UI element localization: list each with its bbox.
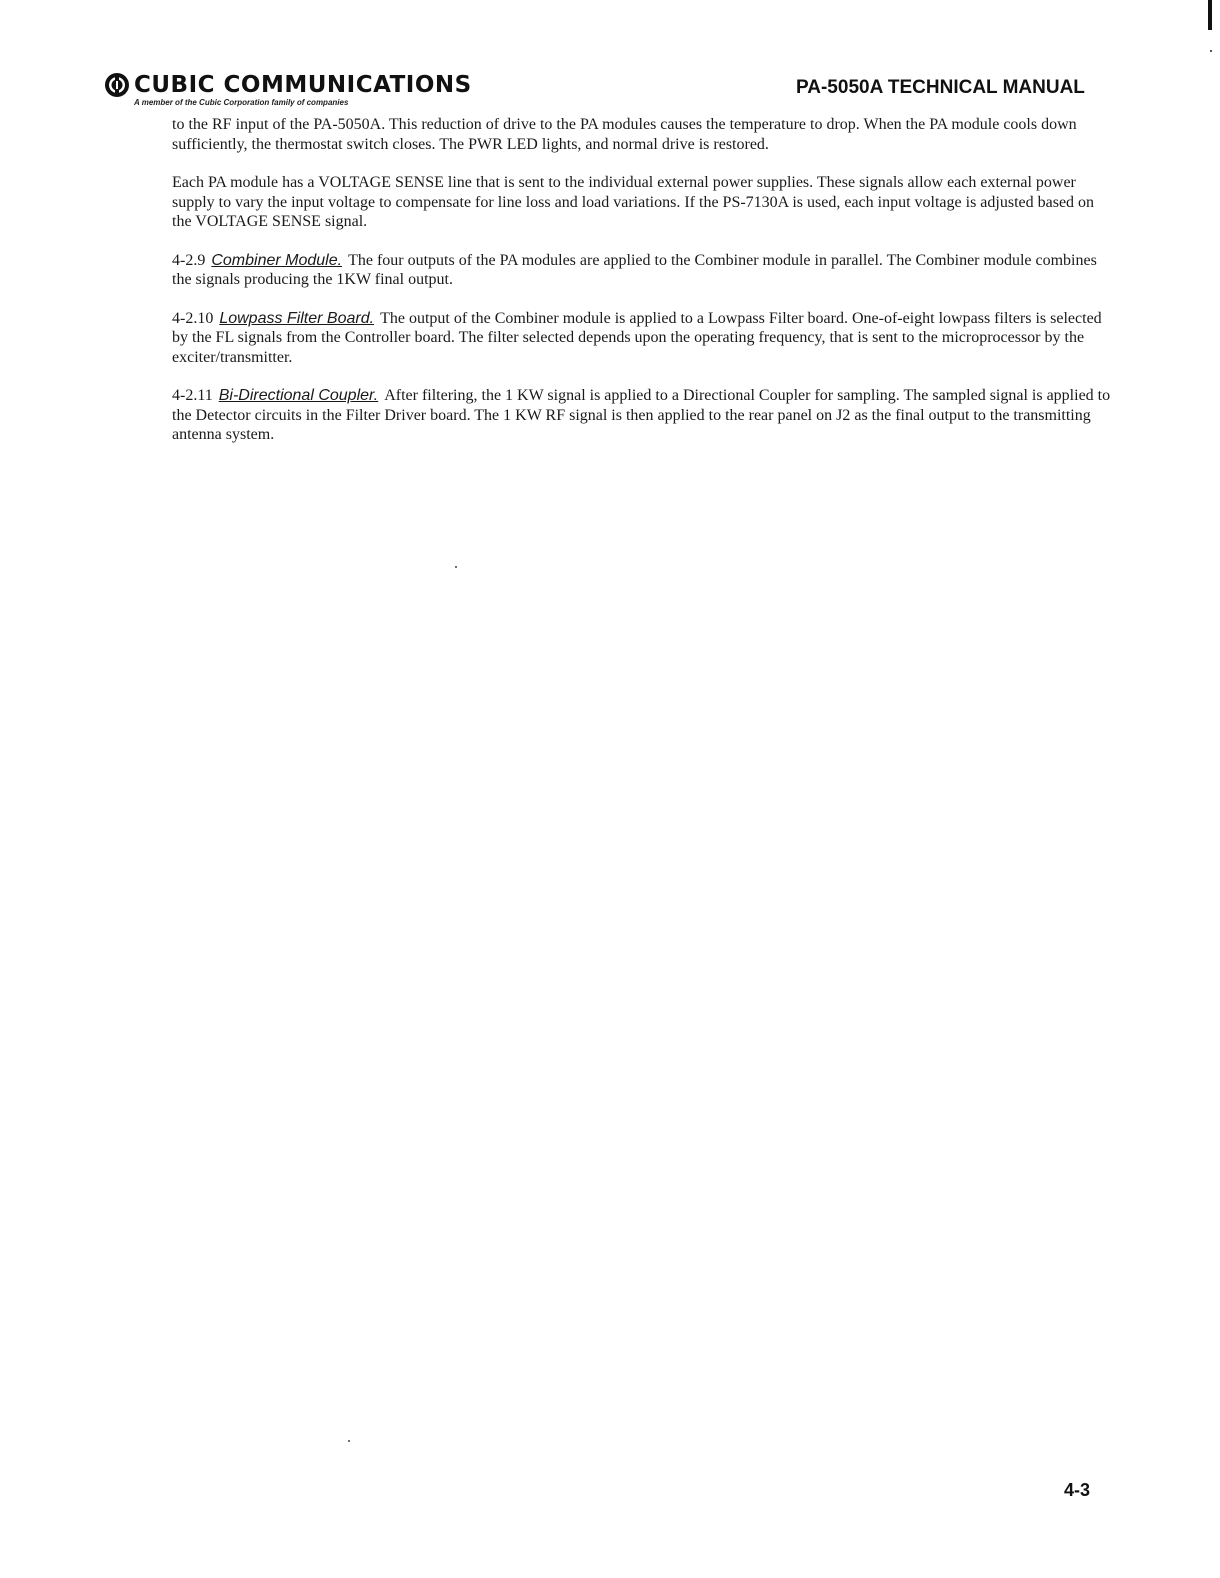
body-text (172, 115, 1112, 464)
page-number: 4-3 (1064, 1480, 1091, 1500)
section-number: 4-2.10 (172, 309, 214, 327)
section-title: Lowpass Filter Board. (219, 309, 375, 327)
section-text: The four outputs of the PA modules are applied to the Combiner module in parallel. The Combiner module combines the signals producing the 1KW final output. (172, 251, 1097, 288)
section-combiner-module (172, 251, 1112, 290)
company-logo-icon (104, 72, 130, 98)
scan-speck (455, 566, 457, 568)
section-title: Bi-Directional Coupler. (218, 387, 379, 404)
scan-edge-mark (1208, 0, 1212, 30)
company-tagline: A member of the Cubic Corporation family of companies (134, 98, 349, 107)
scan-speck (348, 1440, 350, 1442)
section-number: 4-2.11 (172, 387, 213, 404)
section-number: 4-2.9 (172, 251, 206, 269)
section-lowpass-filter-board (172, 309, 1112, 368)
manual-title: PA-5050A TECHNICAL MANUAL (796, 77, 1085, 98)
company-name: CUBIC COMMUNICATIONS (134, 72, 472, 98)
section-text: After filtering, the 1 KW signal is applied to a Directional Coupler for sampling. The sampled signal is applied to the Detector circuits in the Filter Driver board. The 1 KW RF signal is then applied to the rear panel on J2 as the final output to the transmitting antenna system. (172, 387, 1111, 443)
section-bi-directional-coupler (172, 386, 1112, 445)
paragraph-voltage-sense: Each PA module has a VOLTAGE SENSE line that is sent to the individual external power supplies. These signals allow each external power supply to vary the input voltage to compensate for line loss and load variations. If the PS-7130A is used, each input voltage is adjusted based on the VOLTAGE SENSE signal. (172, 174, 1095, 230)
company-header (104, 70, 584, 110)
scan-speck (1210, 50, 1212, 52)
section-text: The output of the Combiner module is applied to a Lowpass Filter board. One-of-eight lowpass filters is selected by the FL signals from the Controller board. The filter selected depends upon the operating frequency, that is sent to the microprocessor by the exciter/transmitter. (172, 309, 1102, 366)
paragraph-thermal-protection: to the RF input of the PA-5050A. This reduction of drive to the PA modules causes the temperature to drop. When the PA module cools down sufficiently, the thermostat switch closes. The PWR LED lights, and normal drive is restored. (172, 116, 1077, 153)
section-title: Combiner Module. (211, 251, 343, 269)
